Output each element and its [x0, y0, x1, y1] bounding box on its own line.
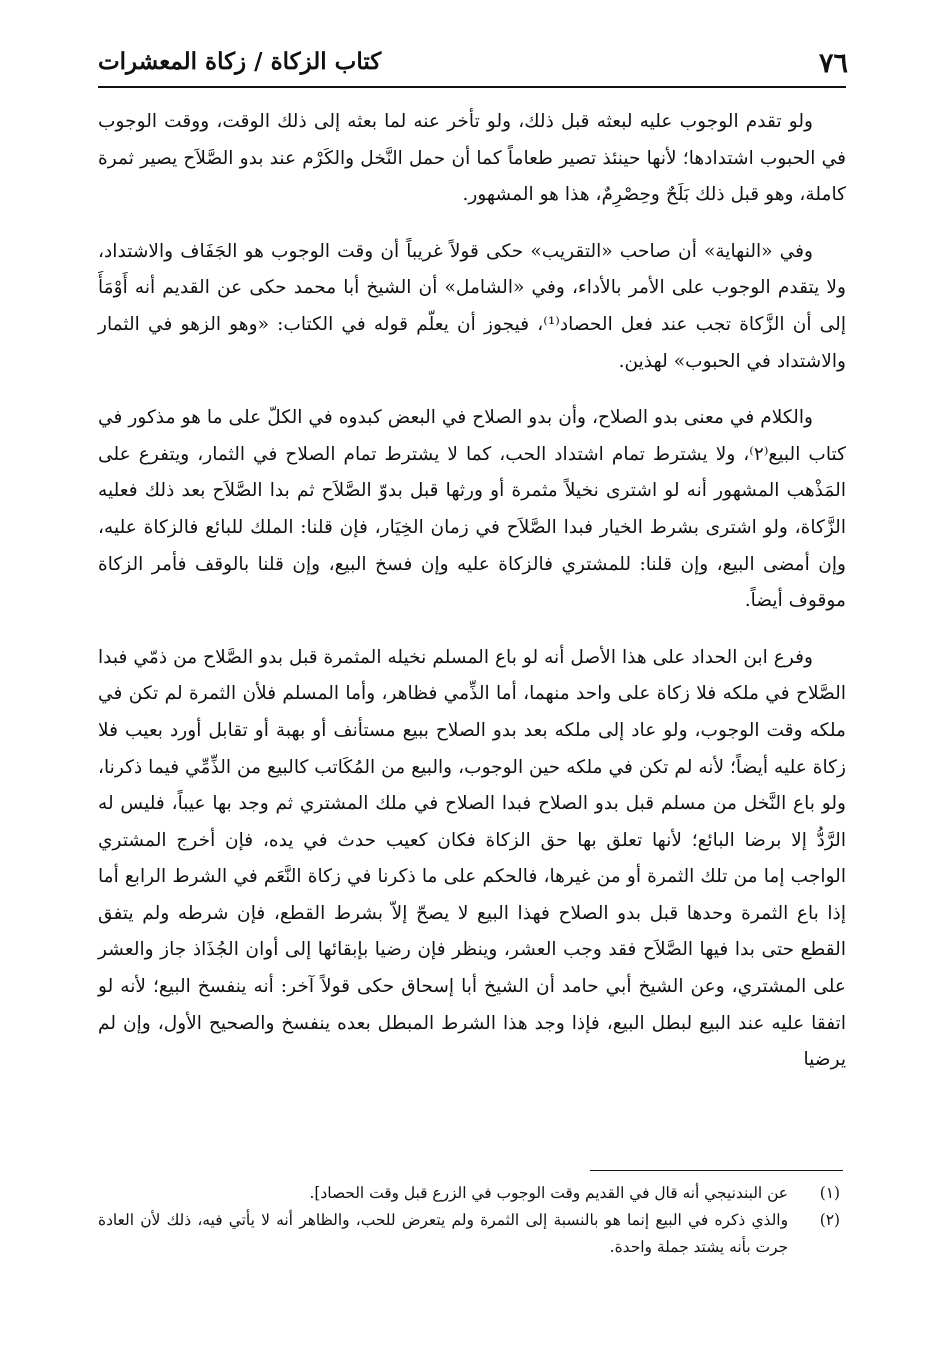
- footnote: [98, 1207, 840, 1261]
- page-header: [98, 40, 848, 80]
- running-title: كتاب الزكاة / زكاة المعشرات: [98, 48, 382, 75]
- footnote-text: والذي ذكره في البيع إنما هو بالنسبة إلى الثمرة ولم يتعرض للحب، والظاهر أنه لا يأتي فيه، ذلك لأن العادة جرت بأنه يشتد جملة واحدة.: [98, 1211, 788, 1256]
- paragraph: وفرع ابن الحداد على هذا الأصل أنه لو باع المسلم نخيله المثمرة قبل بدو الصَّلاح من ذمّي فبدا الصَّلاح في ملكه فلا زكاة على واحد منهما، أما الذِّمي فظاهر، وأما المسلم فلأن الثمرة لم تكن في ملكه وقت الوجوب، ولو عاد إلى ملكه بعد بدو الصلاح ببيع مستأنف أو بهبة أو تقابل أورد بعيب فلا زكاة عليه أيضاً؛ لأنه لم تكن في ملكه حين الوجوب، والبيع من المُكَاتب كالبيع من الذِّمِّي فيما ذكرنا، ولو باع النَّخل من مسلم قبل بدو الصلاح فبدا الصلاح في ملك المشتري ثم وجد بها عيباً، فليس له الرَّدُّ إلا برضا البائع؛ لأنها تعلق بها حق الزكاة فكان كعيب حدث في يده، فإن أخرج المشتري الواجب إما من تلك الثمرة أو من غيرها، فالحكم على ما ذكرنا في زكاة النَّعَم في الشرط الرابع أما إذا باع الثمرة وحدها قبل بدو الصلاح فهذا البيع لا يصحّ إلاّ بشرط القطع، فإن شرطه ولم يتفق القطع حتى بدا فيها الصَّلاَح فقد وجب العشر، وينظر فإن رضيا بإبقائها إلى أوان الجُذَاذ جاز والعشر على المشتري، وعن الشيخ أبي حامد أن الشيخ أبا إسحاق حكى قولاً آخر: أنه ينفسخ البيع؛ لأنه لو اتفقا عليه عند البيع لبطل البيع، فإذا وجد هذا الشرط المبطل بعده ينفسخ والصحيح الأول، وإن لم يرضيا: [98, 646, 847, 1071]
- header-divider: [98, 86, 846, 88]
- paragraph: والكلام في معنى بدو الصلاح، وأن بدو الصلاح في البعض كبدوه في الكلّ على ما هو مذكور في كتاب البيع⁽٢⁾، ولا يشترط تمام اشتداد الحب، كما لا يشترط تمام الصلاح في الثمار، ويتفرع على المَذْهب المشهور أنه لو اشترى نخيلاً مثمرة أو ورثها قبل بدوّ الصَّلاَح ثم بدا الصَّلاَح بعد ذلك فعليه الزَّكاة، ولو اشترى بشرط الخيار فبدا الصَّلاَح في زمان الخِيَار، فإن قلنا: الملك للبائع فالزكاة عليه، وإن أمضى البيع، وإن قلنا: للمشتري فالزكاة عليه وإن فسخ البيع، وإن قلنا بالوقف فأمر الزكاة موقوف أيضاً.: [98, 407, 846, 612]
- footnotes: [98, 1180, 840, 1261]
- footnote-number: (٢): [819, 1211, 840, 1229]
- footnote: [98, 1180, 840, 1207]
- page-number: ٧٦: [818, 48, 848, 79]
- footnote-text: عن البندنيجي أنه قال في القديم وقت الوجوب في الزرع قبل وقت الحصاد].: [309, 1184, 788, 1202]
- footnote-number: (١): [819, 1184, 840, 1202]
- paragraph: ولو تقدم الوجوب عليه لبعثه قبل ذلك، ولو تأخر عنه لما بعثه إلى ذلك الوقت، ووقت الوجوب في الحبوب اشتدادها؛ لأنها حينئذ تصير طعاماً كما أن حمل النَّخل والكَرْم عند بدو الصَّلاَح يصير ثمرة كاملة، وهو قبل ذلك بَلَحٌ وحِصْرِمٌ، هذا هو المشهور.: [98, 111, 846, 206]
- footnote-divider: [590, 1170, 843, 1171]
- paragraph: وفي «النهاية» أن صاحب «التقريب» حكى قولاً غريباً أن وقت الوجوب هو الجَفَاف والاشتداد، ولا يتقدم الوجوب على الأمر بالأداء، وفي «الشامل» أن الشيخ أبا محمد حكى عن القديم أنه أَوْمَأَ إلى أن الزَّكاة تجب عند فعل الحصاد⁽¹⁾، فيجوز أن يعلّم قوله في الكتاب: «وهو الزهو في الثمار والاشتداد في الحبوب» لهذين.: [98, 240, 846, 372]
- main-text: [98, 104, 846, 1099]
